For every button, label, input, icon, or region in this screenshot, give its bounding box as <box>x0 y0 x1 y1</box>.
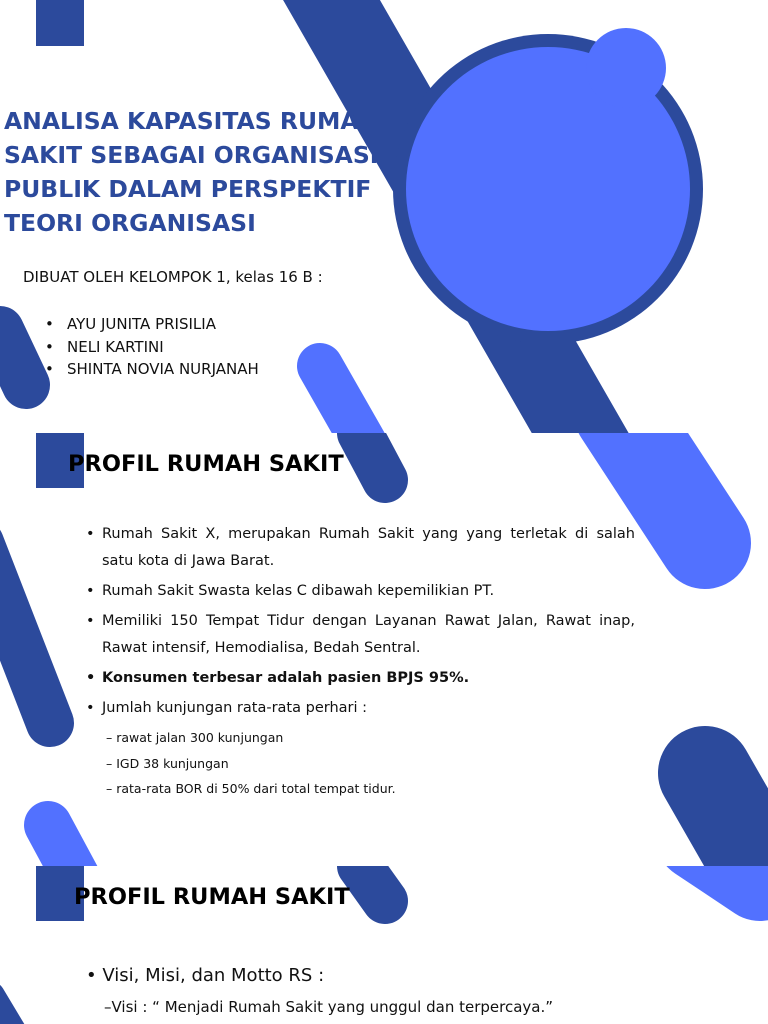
small-circle <box>586 28 666 108</box>
sub-list-item: – Visi : “ Menjadi Rumah Sakit yang unggul dan terpercaya.” <box>86 992 553 1022</box>
top-pill <box>360 866 385 901</box>
member-list <box>45 313 259 381</box>
top-pill <box>360 433 385 480</box>
sub-list-item: – rata-rata BOR di 50% dari total tempat tidur. <box>86 776 635 802</box>
section-heading: PROFIL RUMAH SAKIT <box>68 451 344 477</box>
list-item: • Jumlah kunjungan rata-rata perhari : <box>86 695 635 722</box>
center-pill <box>320 366 385 433</box>
list-item: • Visi, Misi, dan Motto RS : <box>86 960 553 992</box>
vision-list <box>86 960 553 1022</box>
profile-list <box>86 521 635 802</box>
list-item: • Rumah Sakit X, merupakan Rumah Sakit yang yang terletak di salah satu kota di Jawa Barat. <box>86 521 635 575</box>
list-item: • Konsumen terbesar adalah pasien BPJS 95%. <box>86 665 635 692</box>
slide-profile <box>0 433 768 866</box>
left-pill <box>0 330 26 385</box>
byline: DIBUAT OLEH KELOMPOK 1, kelas 16 B : <box>23 268 323 286</box>
sub-list-item: – IGD 38 kunjungan <box>86 751 635 777</box>
right-pill <box>700 866 760 876</box>
list-item: • AYU JUNITA PRISILIA <box>45 313 259 336</box>
slide-profile-vision <box>0 866 768 1024</box>
slide-title <box>0 0 768 433</box>
corner-square <box>36 0 84 46</box>
left-pill <box>0 543 50 723</box>
bottom-right-pill <box>705 773 768 866</box>
list-item: • SHINTA NOVIA NURJANAH <box>45 358 259 381</box>
list-item: • NELI KARTINI <box>45 336 259 359</box>
list-item: • Rumah Sakit Swasta kelas C dibawah kepemilikian PT. <box>86 578 635 605</box>
presentation-title: ANALISA KAPASITAS RUMAH SAKIT SEBAGAI ORGANISASI PUBLIK DALAM PERSPEKTIF TEORI ORGANISASI <box>4 107 379 237</box>
sub-list-item: – rawat jalan 300 kunjungan <box>86 725 635 751</box>
section-heading: PROFIL RUMAH SAKIT <box>74 884 350 910</box>
list-item: • Memiliki 150 Tempat Tidur dengan Layanan Rawat Jalan, Rawat inap, Rawat intensif, Hemodialisa, Bedah Sentral. <box>86 608 635 662</box>
left-pill <box>0 996 20 1024</box>
bottom-left-pill <box>48 825 90 866</box>
